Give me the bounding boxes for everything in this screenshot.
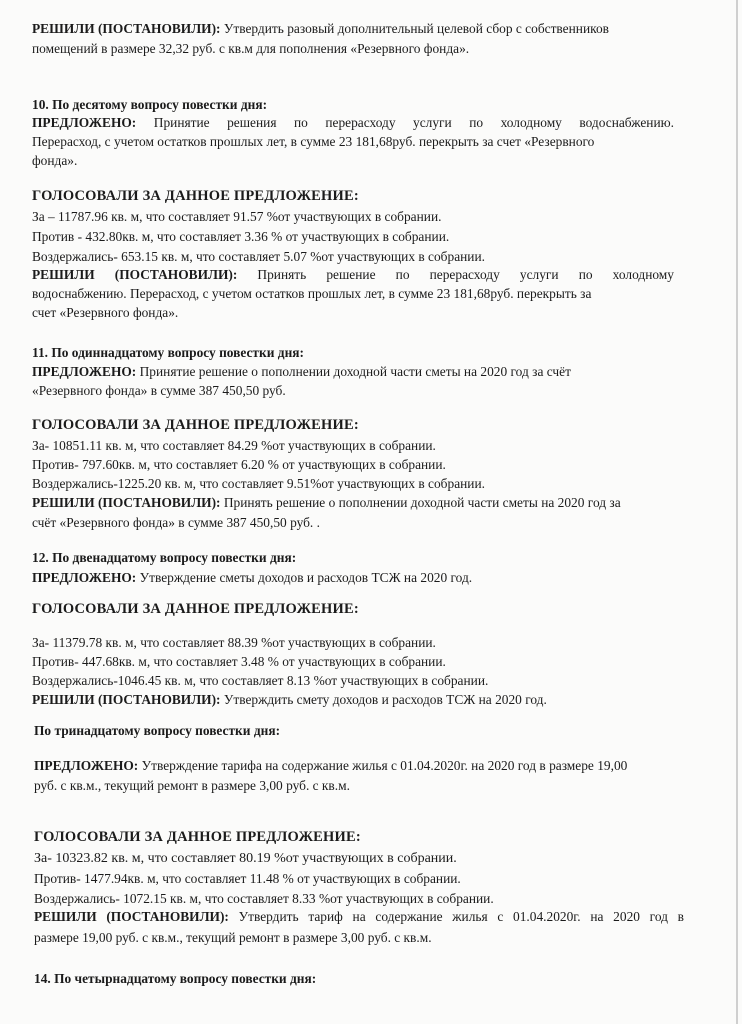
top-decided-line1: РЕШИЛИ (ПОСТАНОВИЛИ): Утвердить разовый дополнительный целевой сбор с собственников (32, 21, 609, 36)
q11-voted-heading: ГОЛОСОВАЛИ ЗА ДАННОЕ ПРЕДЛОЖЕНИЕ: (32, 417, 359, 433)
q10-vote-for: За – 11787.96 кв. м, что составляет 91.57 %от участвующих в собрании. (32, 209, 442, 224)
q13-title: По тринадцатому вопросу повестки дня: (34, 723, 281, 738)
q11-proposed-line2: «Резервного фонда» в сумме 387 450,50 руб. (32, 383, 286, 398)
q12-vote-for: За- 11379.78 кв. м, что составляет 88.39 %от участвующих в собрании. (32, 635, 436, 650)
q14-title: 14. По четырнадцатому вопросу повестки дня: (34, 971, 317, 986)
q13-voted-heading: ГОЛОСОВАЛИ ЗА ДАННОЕ ПРЕДЛОЖЕНИЕ: (34, 829, 361, 845)
q13-proposed-line1: ПРЕДЛОЖЕНО: Утверждение тарифа на содержание жилья с 01.04.2020г. на 2020 год в размере 19,00 (34, 758, 628, 773)
q12-vote-abstain: Воздержались-1046.45 кв. м, что составляет 8.13 %от участвующих в собрании. (32, 673, 489, 688)
q11-decided-line1: РЕШИЛИ (ПОСТАНОВИЛИ): Принять решение о пополнении доходной части сметы на 2020 год за (32, 495, 621, 510)
page-edge-shadow (736, 0, 738, 1024)
q11-decided-line2: счёт «Резервного фонда» в сумме 387 450,50 руб. . (32, 515, 320, 530)
q13-vote-for: За- 10323.82 кв. м, что составляет 80.19 %от участвующих в собрании. (34, 851, 457, 866)
q12-title: 12. По двенадцатому вопросу повестки дня: (32, 550, 297, 565)
q10-voted-heading: ГОЛОСОВАЛИ ЗА ДАННОЕ ПРЕДЛОЖЕНИЕ: (32, 188, 359, 204)
top-decided-line2: помещений в размере 32,32 руб. с кв.м для пополнения «Резервного фонда». (32, 41, 470, 56)
q10-proposed-line2: Перерасход, с учетом остатков прошлых лет, в сумме 23 181,68руб. перекрыть за счет «Резервного (32, 134, 595, 149)
q12-proposed: ПРЕДЛОЖЕНО: Утверждение сметы доходов и расходов ТСЖ на 2020 год. (32, 570, 473, 585)
q10-vote-abstain: Воздержались- 653.15 кв. м, что составляет 5.07 %от участвующих в собрании. (32, 249, 485, 264)
q11-title: 11. По одиннадцатому вопросу повестки дня: (32, 345, 304, 360)
q11-vote-abstain: Воздержались-1225.20 кв. м, что составляет 9.51%от участвующих в собрании. (32, 476, 485, 491)
q11-vote-for: За- 10851.11 кв. м, что составляет 84.29 %от участвующих в собрании. (32, 438, 436, 453)
q13-decided-line1: РЕШИЛИ (ПОСТАНОВИЛИ): Утвердить тариф на содержание жилья с 01.04.2020г. на 2020 год в (34, 909, 685, 924)
q12-voted-heading: ГОЛОСОВАЛИ ЗА ДАННОЕ ПРЕДЛОЖЕНИЕ: (32, 601, 359, 617)
q13-decided-line2: размере 19,00 руб. с кв.м., текущий ремонт в размере 3,00 руб. с кв.м. (34, 930, 432, 945)
q10-vote-against: Против - 432.80кв. м, что составляет 3.36 % от участвующих в собрании. (32, 229, 450, 244)
q11-proposed-line1: ПРЕДЛОЖЕНО: Принятие решение о пополнении доходной части сметы на 2020 год за счёт (32, 364, 571, 379)
q10-decided-line2: водоснабжению. Перерасход, с учетом остатков прошлых лет, в сумме 23 181,68руб. перекрыть за (32, 286, 592, 301)
q12-decided: РЕШИЛИ (ПОСТАНОВИЛИ): Утверждить смету доходов и расходов ТСЖ на 2020 год. (32, 692, 547, 707)
q11-vote-against: Против- 797.60кв. м, что составляет 6.20 % от участвующих в собрании. (32, 457, 446, 472)
q10-decided-line3: счет «Резервного фонда». (32, 305, 179, 320)
q13-proposed-line2: руб. с кв.м., текущий ремонт в размере 3,00 руб. с кв.м. (34, 778, 350, 793)
q10-proposed-line3: фонда». (32, 153, 78, 168)
q13-vote-against: Против- 1477.94кв. м, что составляет 11.48 % от участвующих в собрании. (34, 871, 461, 886)
q12-vote-against: Против- 447.68кв. м, что составляет 3.48 % от участвующих в собрании. (32, 654, 446, 669)
q10-decided-line1: РЕШИЛИ (ПОСТАНОВИЛИ): Принять решение по перерасходу услуги по холодному (32, 267, 674, 282)
q13-vote-abstain: Воздержались- 1072.15 кв. м, что составляет 8.33 %от участвующих в собрании. (34, 891, 494, 906)
q10-title: 10. По десятому вопросу повестки дня: (32, 97, 268, 112)
q10-proposed-line1: ПРЕДЛОЖЕНО: Принятие решения по перерасходу услуги по холодному водоснабжению. (32, 115, 674, 130)
